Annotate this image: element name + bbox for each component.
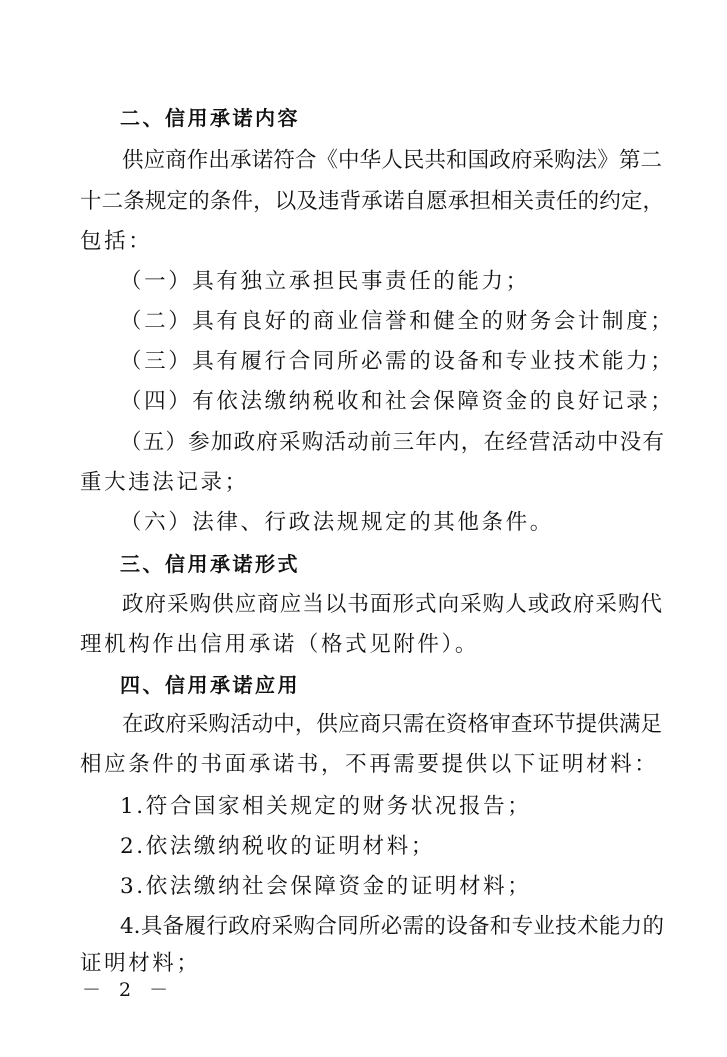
section-4-item-4-continued: 证明材料； — [80, 951, 201, 976]
section-2-paragraph-line-1: 供应商作出承诺符合《中华人民共和国政府采购法》第二 — [122, 148, 662, 173]
section-2-item-3: （三）具有履行合同所必需的设备和专业技术能力； — [120, 349, 675, 374]
section-2-item-6: （六）法律、行政法规规定的其他条件。 — [120, 510, 554, 535]
section-2-item-5: （五）参加政府采购活动前三年内，在经营活动中没有 — [120, 430, 664, 455]
section-2-item-4: （四）有依法缴纳税收和社会保障资金的良好记录； — [120, 389, 675, 414]
section-2-paragraph-line-2: 十二条规定的条件，以及违背承诺自愿承担相关责任的约定， — [80, 189, 664, 214]
section-3-heading: 三、信用承诺形式 — [120, 552, 300, 576]
page-number: － 2 － — [82, 979, 175, 1001]
section-4-paragraph-line-1: 在政府采购活动中，供应商只需在资格审查环节提供满足 — [122, 712, 662, 737]
section-2-item-1: （一）具有独立承担民事责任的能力； — [120, 269, 530, 294]
section-2-item-2: （二）具有良好的商业信誉和健全的财务会计制度； — [120, 309, 675, 334]
section-4-heading: 四、信用承诺应用 — [120, 673, 300, 697]
section-4-item-3: 3.依法缴纳社会保障资金的证明材料； — [120, 874, 532, 899]
section-3-paragraph-line-2: 理机构作出信用承诺（格式见附件）。 — [80, 632, 479, 657]
section-4-item-4: 4.具备履行政府采购合同所必需的设备和专业技术能力的 — [120, 914, 664, 939]
section-4-item-1: 1.符合国家相关规定的财务状况报告； — [120, 794, 532, 819]
section-4-item-2: 2.依法缴纳税收的证明材料； — [120, 834, 435, 859]
section-2-paragraph-line-3: 包括： — [80, 229, 153, 254]
section-4-paragraph-line-2: 相应条件的书面承诺书，不再需要提供以下证明材料： — [80, 752, 659, 777]
section-2-item-5-continued: 重大违法记录； — [80, 470, 249, 495]
section-3-paragraph-line-1: 政府采购供应商应当以书面形式向采购人或政府采购代 — [122, 592, 662, 617]
section-2-heading: 二、信用承诺内容 — [120, 106, 300, 130]
